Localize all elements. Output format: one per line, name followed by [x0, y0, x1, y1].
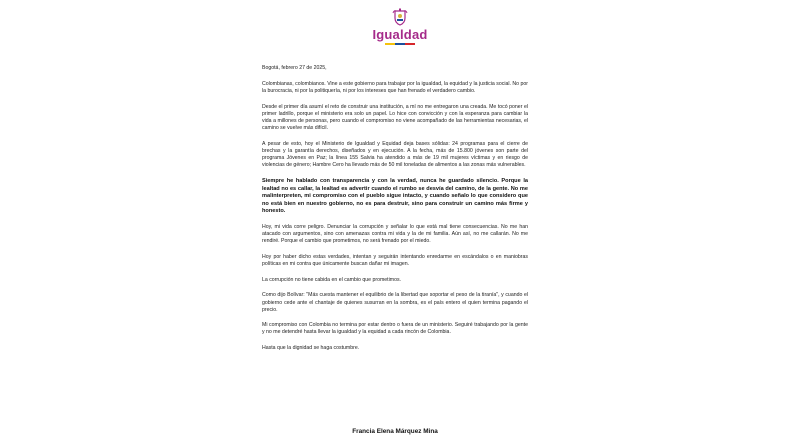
paragraph-6: Hoy por haber dicho estas verdades, intentan y seguirán intentando enredarme en escándalos o en maniobras políticas en mi contra que únicamente buscan dañar mi imagen. [262, 253, 528, 268]
paragraph-2: Desde el primer día asumí el reto de construir una institución, a mí no me entregaron una creada. Me tocó poner el primer ladrillo, porque el ministerio era solo un papel. Lo hice con convicción y con la esperanza para cambiar la vida a millones de personas, pero cuando el compromiso no viene acompañado de las herramientas necesarias, el camino se vuelve más difícil. [262, 104, 528, 132]
paragraph-3: A pesar de esto, hoy el Ministerio de Igualdad y Equidad deja bases sólidas: 24 programas para el cierre de brechas y la garantía derechos, diseñados y en ejecución. A la fecha, más de 15.800 jóvenes son parte del programa Jóvenes en Paz; la línea 155 Salvia ha atendido a más de 19 mil mujeres víctimas y en riesgo de violencias de género; Hambre Cero ha llevado más de 50 mil toneladas de alimentos a las zonas más vulnerables. [262, 141, 528, 169]
brand-name: Igualdad [372, 27, 428, 42]
letter-body [262, 65, 528, 361]
coat-of-arms-icon [392, 8, 408, 26]
flag-blue [395, 43, 405, 45]
paragraph-1: Colombianas, colombianos. Vine a este gobierno para trabajar por la igualdad, la equidad y la justicia social. No por la burocracia, ni por la politiquería, ni por los intereses que han frenado el verdadero cambio. [262, 81, 528, 95]
paragraph-4-bold: Siempre he hablado con transparencia y con la verdad, nunca he guardado silencio. Porque la lealtad no es callar, la lealtad es advertir cuando el rumbo se desvía del camino, de la gente. No me malinterpreten, mi compromiso con el pueblo sigue intacto, y cuando señalo lo que considero que no está bien en nuestro gobierno, no es para destruir, sino para construir un camino más firme y honesto. [262, 178, 528, 214]
paragraph-10: Hasta que la dignidad se haga costumbre. [262, 345, 360, 352]
paragraph-5: Hoy, mi vida corre peligro. Denunciar la corrupción y señalar lo que está mal tiene consecuencias. No me han atacado con argumentos, sino con amenazas contra mi vida y la de mi familia. Aún así, no me callarán. No me rendiré. Porque el cambio que prometimos, no será frenado por el miedo. [262, 224, 528, 245]
paragraph-8: Como dijo Bolívar: "Más cuesta mantener el equilibrio de la libertad que soportar el peso de la tiranía", y cuando el gobierno cede ante el chantaje de quienes susurran en la sombra, es el país entero el quien termina pagando el precio. [262, 292, 528, 313]
flag-red [405, 43, 415, 45]
flag-stripe [385, 43, 415, 45]
paragraph-7: La corrupción no tiene cabida en el cambio que prometimos. [262, 276, 401, 283]
letter-date: Bogotá, febrero 27 de 2025, [262, 65, 327, 71]
signature-name: Francia Elena Márquez Mina [352, 428, 438, 435]
paragraph-9: Mi compromiso con Colombia no termina por estar dentro o fuera de un ministerio. Seguiré trabajando por la gente y no me detendré hasta llevar la igualdad y la equidad a cada rincón de Colombia. [262, 322, 528, 336]
flag-yellow [385, 43, 395, 45]
ministry-logo [370, 8, 430, 45]
